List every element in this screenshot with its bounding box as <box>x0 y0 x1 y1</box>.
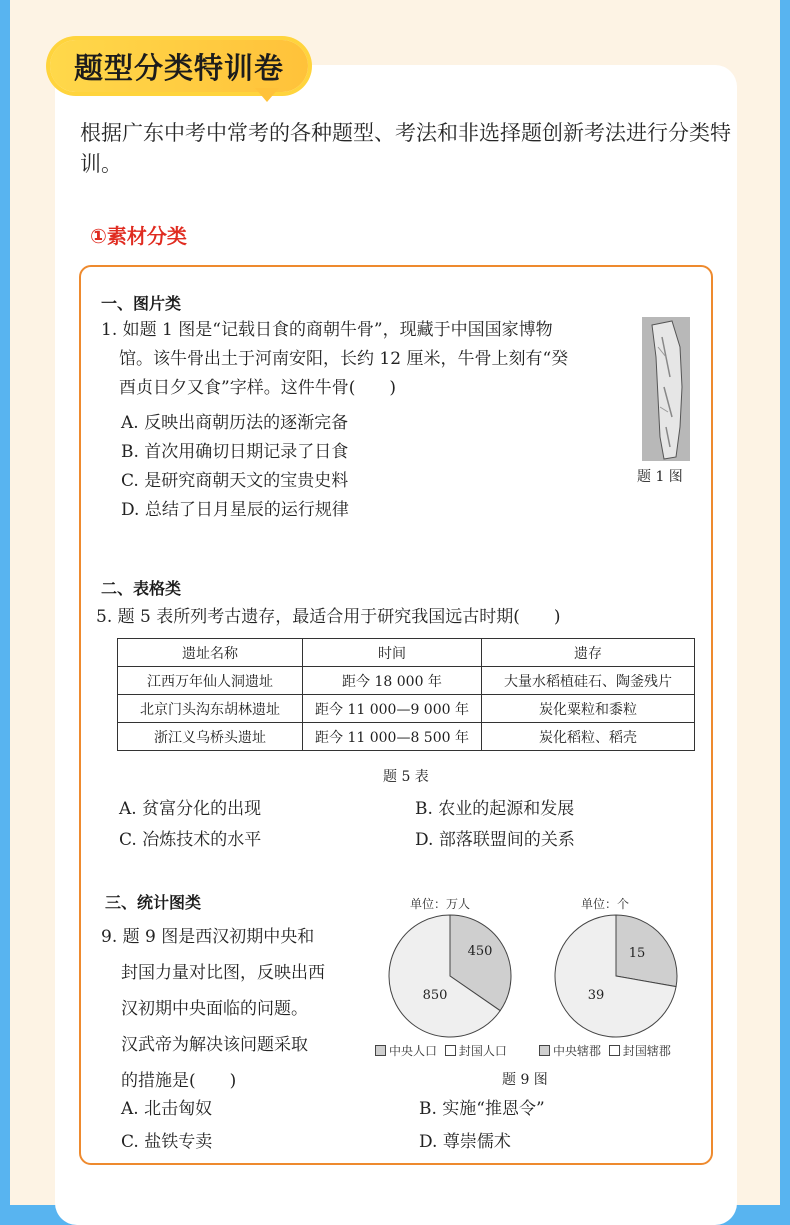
question-9-line: 汉武帝为解决该问题采取 <box>121 1035 308 1055</box>
oracle-bone-image <box>642 317 690 461</box>
question-1-option-b: B. 首次用确切日期记录了日食 <box>121 442 349 462</box>
table-cell: 距今 11 000—9 000 年 <box>303 695 482 723</box>
section-title: ①素材分类 <box>90 224 187 248</box>
question-1-option-a: A. 反映出商朝历法的逐渐完备 <box>121 413 349 433</box>
table-header-cell: 遗存 <box>482 639 695 667</box>
legend-swatch-light <box>445 1045 456 1056</box>
question-5-option-d: D. 部落联盟间的关系 <box>415 830 575 850</box>
table-row <box>118 667 695 695</box>
legend-label: 中央辖郡 <box>553 1044 602 1058</box>
question-5-option-b: B. 农业的起源和发展 <box>415 799 575 819</box>
table-cell: 炭化稻粒、稻壳 <box>482 723 695 751</box>
table-cell: 距今 18 000 年 <box>303 667 482 695</box>
question-9-text <box>101 919 361 1099</box>
pie-slice-central-commanderies <box>616 915 677 987</box>
table-cell: 距今 11 000—8 500 年 <box>303 723 482 751</box>
table-cell: 炭化粟粒和黍粒 <box>482 695 695 723</box>
chart-1-legend <box>375 1042 507 1059</box>
question-9-option-c: C. 盐铁专卖 <box>121 1132 213 1152</box>
chart-1-unit-label: 单位：万人 <box>410 897 471 911</box>
question-9-line: 汉初期中央面临的问题。 <box>121 999 308 1019</box>
chart-1-pie <box>387 913 513 1039</box>
legend-label: 封国人口 <box>458 1044 507 1058</box>
figure-1-caption: 题 1 图 <box>637 469 683 485</box>
question-9-option-a: A. 北击匈奴 <box>121 1099 213 1119</box>
question-9-option-b: B. 实施“推恩令” <box>419 1099 545 1119</box>
table-header-row <box>118 639 695 667</box>
pie-label-central-commanderies: 15 <box>628 946 646 961</box>
pie-label-central-population: 450 <box>467 944 493 959</box>
question-5-option-a: A. 贫富分化的出现 <box>119 799 262 819</box>
table-header-cell: 时间 <box>303 639 482 667</box>
legend-swatch-dark <box>539 1045 550 1056</box>
banner-tail <box>255 88 279 102</box>
table-header-cell: 遗址名称 <box>118 639 303 667</box>
figure-9-caption: 题 9 图 <box>502 1072 548 1088</box>
question-9-line: 的措施是( ) <box>121 1071 237 1091</box>
table-row <box>118 695 695 723</box>
category-heading-pictures: 一、图片类 <box>101 294 182 313</box>
pie-label-fief-commanderies: 39 <box>587 988 605 1003</box>
chart-2-unit-label: 单位：个 <box>581 897 630 911</box>
question-1-option-c: C. 是研究商朝天文的宝贵史料 <box>121 471 349 491</box>
table-cell: 江西万年仙人洞遗址 <box>118 667 303 695</box>
question-5-option-c: C. 冶炼技术的水平 <box>119 830 262 850</box>
pie-label-fief-population: 850 <box>422 988 448 1003</box>
question-5-table <box>117 638 695 751</box>
legend-label: 封国辖郡 <box>622 1044 671 1058</box>
table-5-caption: 题 5 表 <box>383 769 429 785</box>
legend-label: 中央人口 <box>389 1044 438 1058</box>
question-5-text: 5. 题 5 表所列考古遗存，最适合用于研究我国远古时期( ) <box>96 607 561 627</box>
legend-swatch-light <box>609 1045 620 1056</box>
category-heading-charts: 三、统计图类 <box>105 893 202 912</box>
question-1-option-d: D. 总结了日月星辰的运行规律 <box>121 500 349 520</box>
question-box <box>79 265 713 1165</box>
question-9-option-d: D. 尊崇儒术 <box>419 1132 511 1152</box>
chart-2-pie <box>553 913 679 1039</box>
table-row <box>118 723 695 751</box>
chart-2-legend <box>539 1042 671 1059</box>
table-cell: 浙江义乌桥头遗址 <box>118 723 303 751</box>
question-1-line-3: 酉贞日夕又食”字样。这件牛骨( ) <box>119 378 396 398</box>
legend-swatch-dark <box>375 1045 386 1056</box>
table-cell: 大量水稻植硅石、陶釜残片 <box>482 667 695 695</box>
question-9-line: 封国力量对比图，反映出西 <box>121 963 325 983</box>
banner-title: 题型分类特训卷 <box>50 40 308 92</box>
question-1-line-2: 馆。该牛骨出土于河南安阳，长约 12 厘米，牛骨上刻有“癸 <box>119 349 569 369</box>
table-cell: 北京门头沟东胡林遗址 <box>118 695 303 723</box>
intro-text: 根据广东中考中常考的各种题型、考法和非选择题创新考法进行分类特训。 <box>80 121 731 176</box>
question-1-line-1: 1. 如题 1 图是“记载日食的商朝牛骨”，现藏于中国国家博物 <box>101 320 553 340</box>
question-9-line: 9. 题 9 图是西汉初期中央和 <box>101 927 315 947</box>
category-heading-tables: 二、表格类 <box>101 579 182 598</box>
